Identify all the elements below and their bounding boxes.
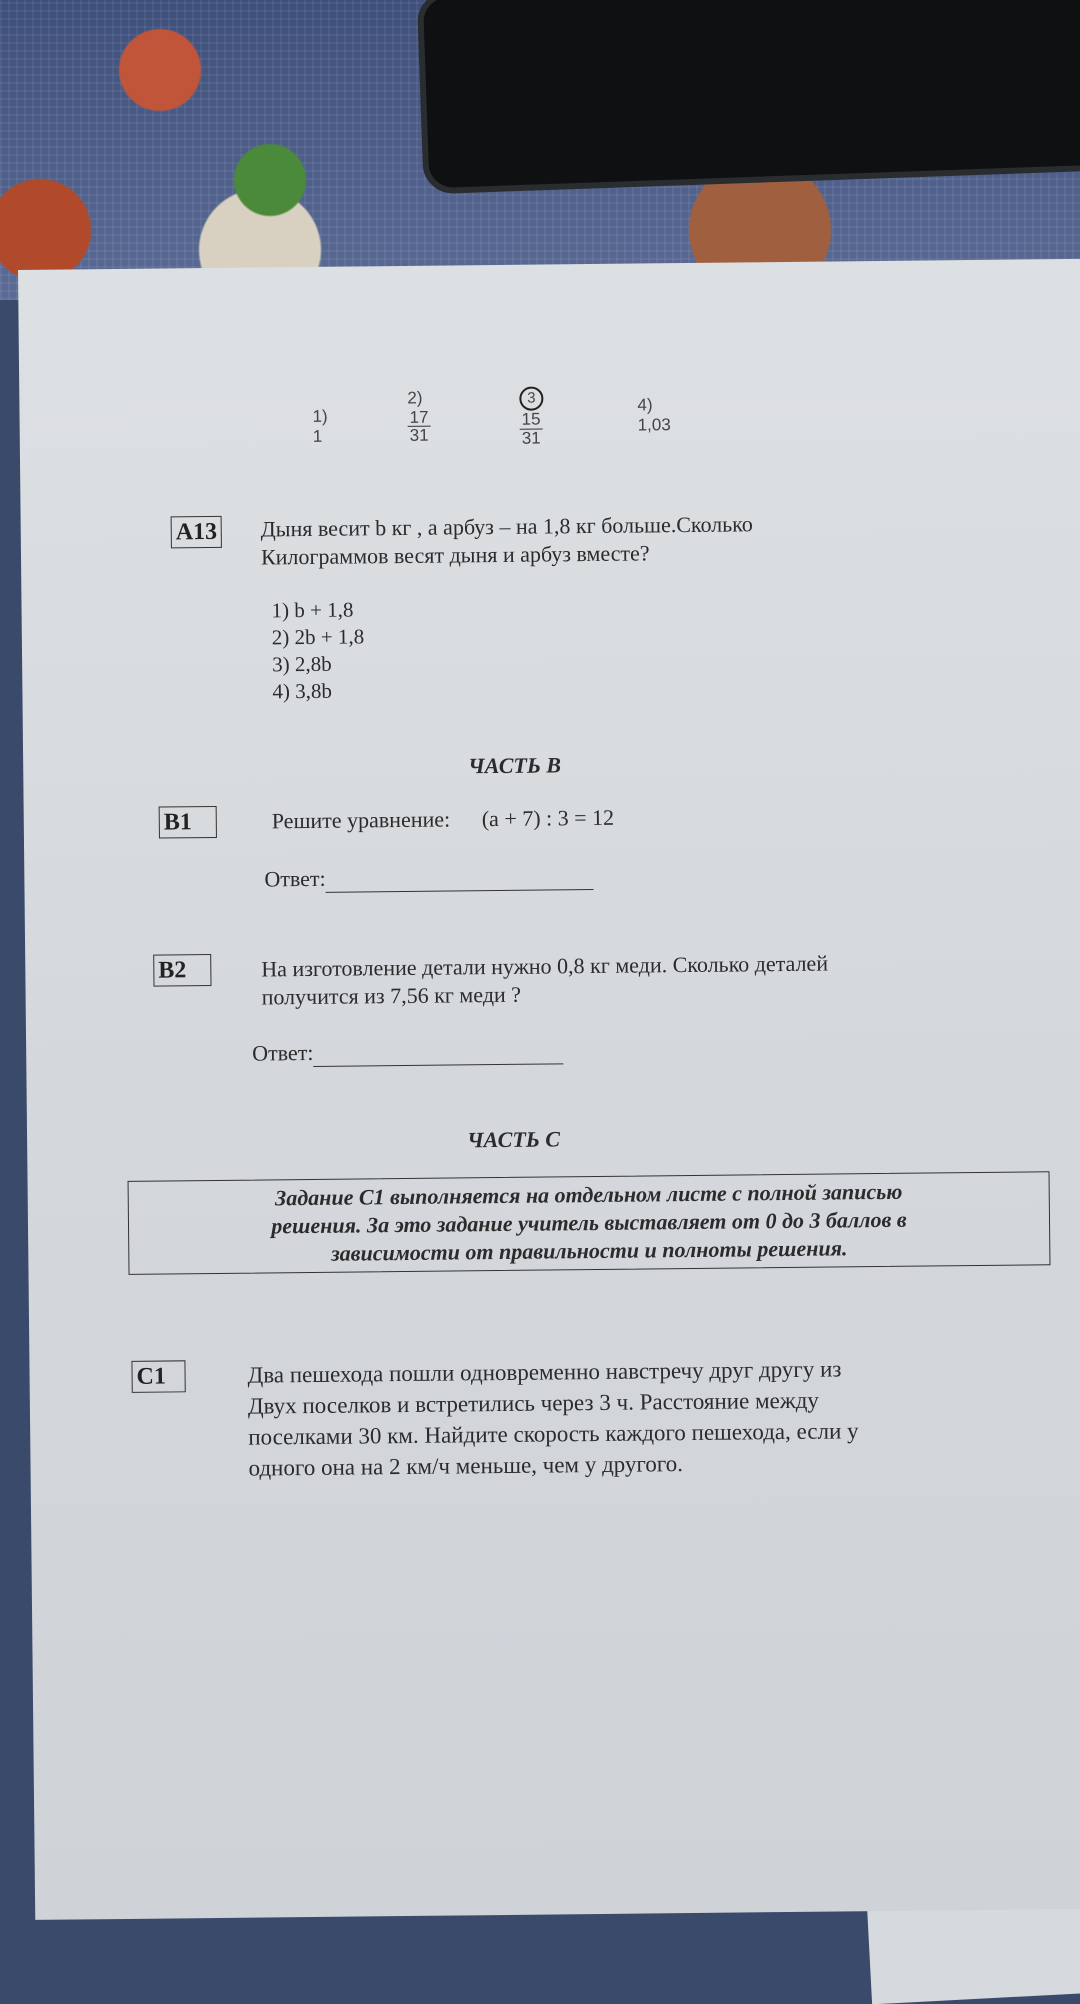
note-line2: решения. За это задание учитель выставляет от 0 до 3 баллов в <box>271 1206 907 1239</box>
c1-line2: Двух поселков и встретились через 3 ч. Расстояние между <box>247 1387 819 1419</box>
c1-question <box>247 1353 859 1483</box>
choice-1: 1) 1 <box>312 406 328 446</box>
b1-answer-label: Ответ: <box>264 865 326 892</box>
fraction-denominator: 31 <box>409 426 429 446</box>
c1-line3: поселками 30 км. Найдите скорость каждого пешехода, если у <box>248 1418 859 1450</box>
c1-line1: Два пешехода пошли одновременно навстречу друг другу из <box>247 1356 842 1388</box>
note-line1: Задание С1 выполняется на отдельном листе с полной записью <box>274 1178 903 1211</box>
c1-label: С1 <box>131 1360 185 1393</box>
b2-answer <box>252 1036 564 1067</box>
choice-2-prefix: 2) <box>407 388 423 408</box>
b1-equation: (a + 7) : 3 = 12 <box>481 804 615 832</box>
part-c-title: ЧАСТЬ С <box>467 1126 561 1153</box>
smartphone <box>417 0 1080 194</box>
a13-option-1: 1) b + 1,8 <box>271 597 354 623</box>
a13-question-line1: Дыня весит b кг , а арбуз – на 1,8 кг больше.Сколько <box>260 511 753 542</box>
b1-label: В1 <box>159 806 217 839</box>
a13-option-3: 3) 2,8b <box>272 651 332 677</box>
part-b-title: ЧАСТЬ В <box>468 752 562 779</box>
a13-options <box>271 596 364 705</box>
a13-option-4: 4) 3,8b <box>272 678 333 704</box>
a13-option-2: 2) 2b + 1,8 <box>271 624 365 650</box>
c1-line4: одного она на 2 км/ч меньше, чем у другого. <box>248 1451 684 1481</box>
b1-answer-line[interactable] <box>326 865 594 893</box>
c1-instructions-box <box>128 1171 1051 1275</box>
fraction-denominator: 31 <box>521 428 541 448</box>
b1-answer <box>264 862 594 893</box>
note-line3: зависимости от правильности и полноты решения. <box>330 1235 848 1266</box>
a13-label: А13 <box>171 516 223 549</box>
fraction-numerator: 17 <box>407 408 430 427</box>
b2-label: В2 <box>153 954 211 987</box>
choice-3 <box>519 387 544 448</box>
fraction-numerator: 15 <box>520 411 543 430</box>
b2-question-line1: На изготовление детали нужно 0,8 кг меди. Сколько деталей <box>261 950 829 982</box>
choice-3-fraction <box>520 411 543 448</box>
choice-2 <box>407 388 431 445</box>
b2-question <box>261 950 828 1012</box>
b2-question-line2: получится из 7,56 кг меди ? <box>261 981 522 1010</box>
b2-answer-line[interactable] <box>313 1039 563 1067</box>
choice-2-fraction <box>407 408 430 445</box>
a13-question-line2: Килограммов весят дыня и арбуз вместе? <box>260 540 650 570</box>
b1-prompt: Решите уравнение: <box>271 806 451 834</box>
test-sheet <box>18 259 1080 1920</box>
choice-4: 4) 1,03 <box>637 395 671 435</box>
a13-question <box>261 510 754 571</box>
b2-answer-label: Ответ: <box>252 1039 314 1066</box>
circled-answer-mark: 3 <box>519 387 543 411</box>
